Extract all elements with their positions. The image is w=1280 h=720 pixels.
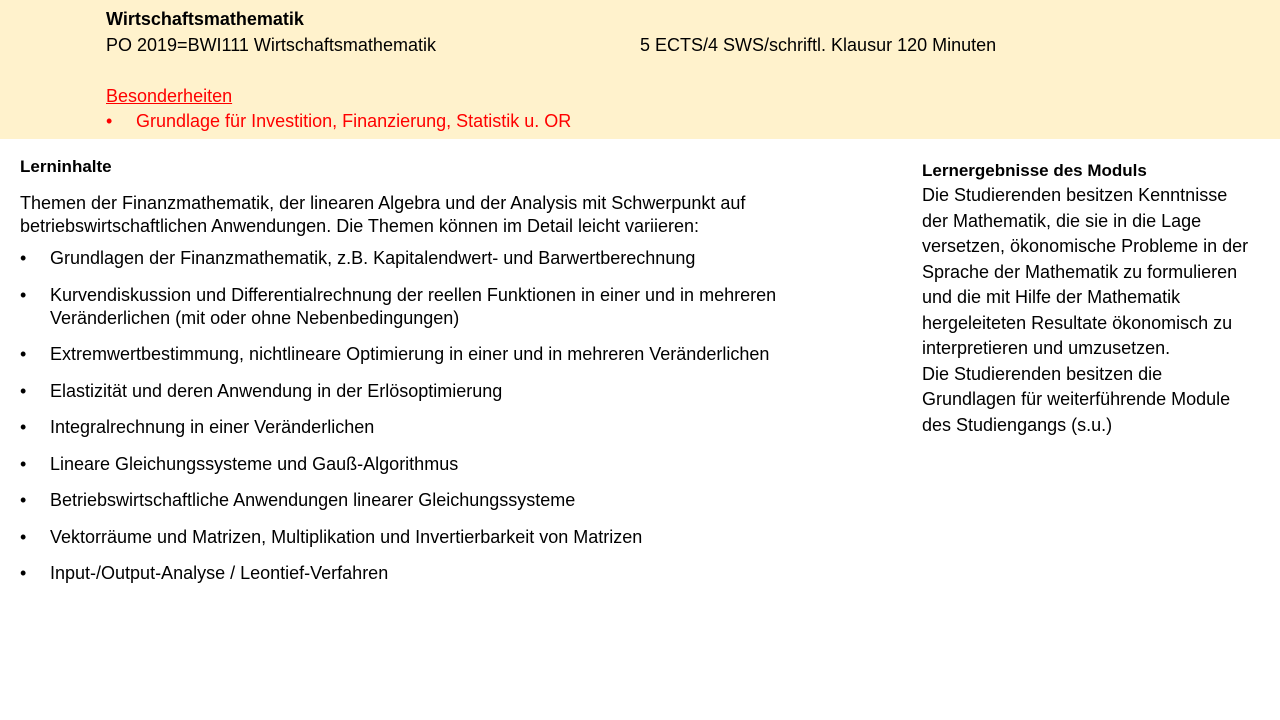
topic-text: Betriebswirtschaftliche Anwendungen linearer Gleichungssysteme bbox=[50, 490, 576, 510]
lernergebnisse-paragraph: Die Studierenden besitzen die Grundlagen für weiterführende Module des Studiengangs (s.u.) bbox=[922, 363, 1231, 435]
topic-item bbox=[20, 562, 850, 585]
lerninhalte-intro: Themen der Finanzmathematik, der linearen Algebra und der Analysis mit Schwerpunkt auf betriebswirtschaftlichen Anwendungen. Die Themen können im Detail leicht variieren: bbox=[20, 193, 746, 236]
bullet-icon: • bbox=[20, 344, 27, 364]
lerninhalte-section bbox=[20, 156, 850, 599]
topic-text: Input-/Output-Analyse / Leontief-Verfahren bbox=[50, 563, 389, 583]
lerninhalte-heading: Lerninhalte bbox=[20, 157, 112, 176]
topic-item bbox=[20, 247, 850, 270]
special-heading: Besonderheiten bbox=[106, 86, 233, 106]
lernergebnisse-section bbox=[922, 158, 1252, 438]
special-item-text: Grundlage für Investition, Finanzierung, Statistik u. OR bbox=[136, 111, 572, 131]
bullet-icon: • bbox=[106, 111, 113, 131]
bullet-icon: • bbox=[20, 563, 27, 583]
module-title: Wirtschaftsmathematik bbox=[106, 9, 304, 29]
po-line: PO 2019=BWI111 Wirtschaftsmathematik bbox=[106, 35, 436, 55]
topic-item bbox=[20, 453, 850, 476]
topic-text: Extremwertbestimmung, nichtlineare Optimierung in einer und in mehreren Veränderlichen bbox=[50, 344, 770, 364]
topic-text: Lineare Gleichungssysteme und Gauß-Algorithmus bbox=[50, 453, 459, 474]
bullet-icon: • bbox=[20, 380, 27, 401]
bullet-icon: • bbox=[20, 526, 27, 547]
topic-text: Vektorräume und Matrizen, Multiplikation und Invertierbarkeit von Matrizen bbox=[50, 526, 643, 547]
bullet-icon: • bbox=[20, 417, 27, 437]
topic-item bbox=[20, 489, 850, 512]
bullet-icon: • bbox=[20, 284, 27, 305]
topic-text: Grundlagen der Finanzmathematik, z.B. Kapitalendwert- und Barwertberechnung bbox=[50, 248, 696, 268]
topic-text: Kurvendiskussion und Differentialrechnung der reellen Funktionen in einer und in mehreren Veränderlichen (mit oder ohne Nebenbedingungen) bbox=[50, 284, 777, 328]
lernergebnisse-paragraph: Die Studierenden besitzen Kenntnisse der Mathematik, die sie in die Lage versetzen, ökonomische Probleme in der Sprache der Mathematik zu formulieren und die mit Hilfe der Mathematik hergeleiteten Resultate ökonomisch zu interpretieren und umzusetzen. bbox=[922, 185, 1249, 358]
lernergebnisse-heading: Lernergebnisse des Moduls bbox=[922, 161, 1147, 180]
bullet-icon: • bbox=[20, 248, 27, 268]
bullet-icon: • bbox=[20, 490, 27, 510]
topic-item bbox=[20, 380, 850, 403]
topic-item bbox=[20, 343, 850, 366]
topic-text: Integralrechnung in einer Veränderlichen bbox=[50, 417, 375, 437]
special-item bbox=[106, 110, 571, 132]
topic-text: Elastizität und deren Anwendung in der Erlösoptimierung bbox=[50, 380, 503, 401]
ects-info: 5 ECTS/4 SWS/schriftl. Klausur 120 Minuten bbox=[640, 35, 997, 55]
bullet-icon: • bbox=[20, 453, 27, 474]
topic-item bbox=[20, 284, 850, 330]
topic-item bbox=[20, 416, 850, 439]
topic-list bbox=[20, 247, 850, 585]
topic-item bbox=[20, 526, 850, 549]
